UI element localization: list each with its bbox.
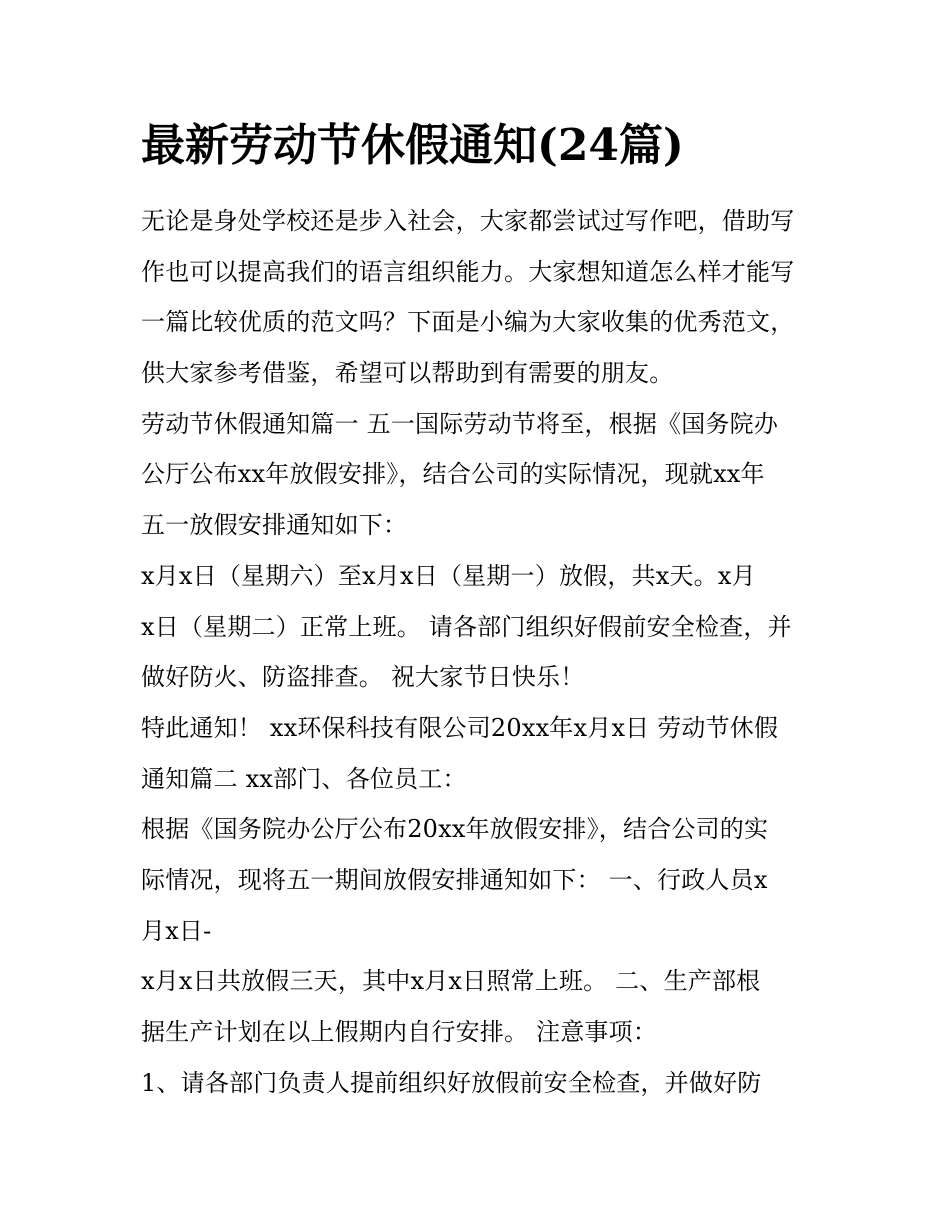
body-line: x月x日共放假三天，其中x月x日照常上班。 二、生产部根 <box>141 967 761 996</box>
document-body <box>141 196 821 1108</box>
body-line: 1、请各部门负责人提前组织好放假前安全检查，并做好防 <box>141 1068 762 1097</box>
body-line: 一篇比较优质的范文吗？下面是小编为大家收集的优秀范文， <box>141 308 795 337</box>
body-line: 无论是身处学校还是步入社会，大家都尝试过写作吧，借助写 <box>141 207 795 235</box>
body-line: 根据《国务院办公厅公布20xx年放假安排》，结合公司的实 <box>141 815 769 844</box>
body-line: x月x日（星期六）至x月x日（星期一）放假，共x天。x月 <box>141 561 756 590</box>
body-line: 际情况，现将五一期间放假安排通知如下： 一、行政人员x <box>141 865 768 894</box>
body-line: 劳动节休假通知篇一 五一国际劳动节将至，根据《国务院办 <box>141 409 779 438</box>
body-line: 做好防火、防盗排查。 祝大家节日快乐！ <box>141 663 585 692</box>
body-line: 供大家参考借鉴，希望可以帮助到有需要的朋友。 <box>141 359 674 388</box>
body-line: 据生产计划在以上假期内自行安排。 注意事项： <box>141 1018 658 1046</box>
body-line: 公厅公布xx年放假安排》，结合公司的实际情况，现就xx年 <box>141 460 765 489</box>
document-title: 最新劳动节休假通知(24篇) <box>141 120 684 171</box>
body-line: 特此通知！ xx环保科技有限公司20xx年x月x日 劳动节休假 <box>141 713 779 742</box>
body-line: 月x日- <box>141 916 212 945</box>
body-line: 五一放假安排通知如下： <box>141 511 408 540</box>
body-line: 作也可以提高我们的语言组织能力。大家想知道怎么样才能写 <box>141 257 795 286</box>
body-line: 通知篇二 xx部门、各位员工： <box>141 764 467 793</box>
body-line: x日（星期二）正常上班。 请各部门组织好假前安全检查，并 <box>141 612 792 641</box>
